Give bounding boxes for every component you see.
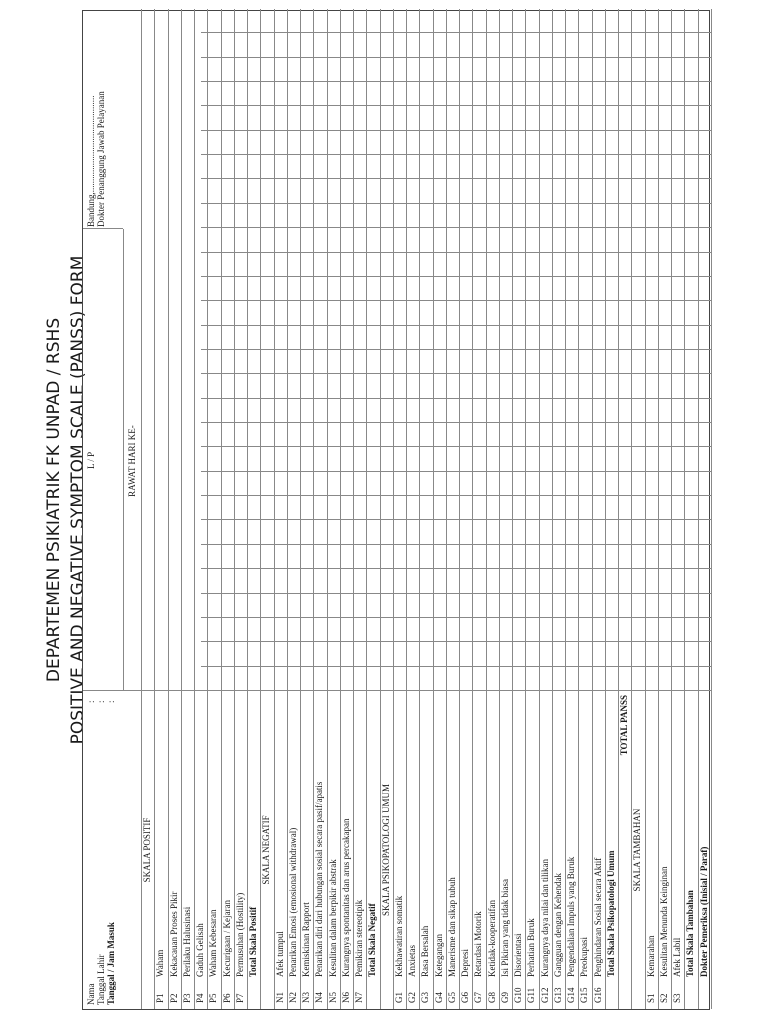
day-column-line: [201, 422, 711, 423]
row-label: Penarikan diri dari hubungan sosial secara pasif/apatis: [314, 781, 325, 977]
tanggal-lahir-colon: :: [96, 700, 106, 703]
day-column-line: [201, 105, 711, 106]
row-section: SKALA TAMBAHAN: [632, 808, 643, 892]
day-column-line: [201, 349, 711, 350]
row-label: Retardasi Motorik: [473, 911, 484, 977]
row-code: S2: [658, 993, 669, 1003]
row-code: G6: [460, 992, 471, 1003]
day-column-line: [201, 520, 711, 521]
row-code: N3: [301, 992, 312, 1003]
rawat-divider: [123, 229, 124, 691]
row-code: G14: [566, 987, 577, 1003]
row-label: Kemiskinan Rapport: [301, 902, 312, 977]
row-label: Kesulitan dalam berpikir abstrak: [327, 859, 338, 977]
form-title: POSITIVE AND NEGATIVE SYMPTOM SCALE (PANSS) FORM: [68, 255, 88, 745]
day-column-line: [201, 666, 711, 667]
tanggal-lahir-label: Tanggal Lahir: [96, 954, 106, 1005]
row-label: Perhatian Buruk: [526, 918, 537, 977]
row-code: G4: [433, 992, 444, 1003]
row-code: G15: [579, 987, 590, 1003]
row-code: P6: [221, 993, 232, 1003]
row-code: N5: [327, 992, 338, 1003]
row-code: G7: [473, 992, 484, 1003]
row-label: Depresi: [460, 949, 471, 977]
row-code: G5: [446, 992, 457, 1003]
row-label: Gangguan dengan Kehendak: [552, 873, 563, 977]
sex-label: L / P: [86, 451, 96, 469]
row-label: Isi Pikiran yang tidak biasa: [499, 879, 510, 977]
department-title: DEPARTEMEN PSIKIATRIK FK UNPAD / RSHS: [44, 317, 64, 683]
row-label: Afek tumpul: [274, 931, 285, 977]
row-label: Preokupasi: [579, 937, 590, 977]
row-total: Total Skala Psikopatologi Umum: [605, 850, 616, 977]
day-column-line: [201, 641, 711, 642]
row-code: G13: [552, 987, 563, 1003]
bandung-label: Bandung,...........................................: [86, 95, 96, 227]
row-label: Waham Kebesaran: [208, 909, 219, 977]
tanggal-masuk-colon: :: [106, 700, 116, 703]
row-total: Total Skala Positif: [248, 906, 259, 977]
row-code: G16: [592, 987, 603, 1003]
row-label: Kecurigaan / Kejaran: [221, 900, 232, 977]
day-column-line: [201, 544, 711, 545]
day-column-line: [201, 57, 711, 58]
panss-table: [82, 10, 710, 1010]
row-code: G9: [499, 992, 510, 1003]
row-label: Ketegangan: [433, 934, 444, 977]
row-label: Anxietas: [407, 945, 418, 977]
header-column-divider: [83, 228, 123, 229]
row-label: Manerisme dan sikap tubuh: [446, 877, 457, 977]
row-label: Kekacauan Proses Pikir: [168, 891, 179, 977]
row-code: N1: [274, 992, 285, 1003]
row-label: Pemikiran stereotipik: [354, 899, 365, 977]
label-column-divider: [83, 690, 711, 691]
row-label: Gaduh Gelisah: [195, 923, 206, 977]
rawat-hari-label: RAWAT HARI KE-: [127, 425, 137, 497]
row-section: SKALA PSIKOPATOLOGI UMUM: [380, 783, 391, 917]
day-column-line: [201, 617, 711, 618]
row-code: G1: [393, 992, 404, 1003]
row-code: G3: [420, 992, 431, 1003]
row-line: [711, 9, 712, 1009]
day-column-line: [201, 593, 711, 594]
row-code: N7: [354, 992, 365, 1003]
row-label: Rasa Bersalah: [420, 925, 431, 977]
row-code: G11: [526, 987, 537, 1003]
row-code: P5: [208, 993, 219, 1003]
row-section: SKALA POSITIF: [142, 817, 152, 883]
day-column-line: [201, 446, 711, 447]
row-label: Ketidak-kooperatifan: [486, 900, 497, 977]
day-column-line: [201, 179, 711, 180]
day-column-line: [201, 325, 711, 326]
row-code: G10: [513, 987, 524, 1003]
row-code: P3: [181, 993, 192, 1003]
row-code: N4: [314, 992, 325, 1003]
day-column-line: [201, 276, 711, 277]
row-code: P4: [195, 993, 206, 1003]
row-total: Total Skala Negatif: [367, 903, 378, 977]
row-grand: TOTAL PANSS: [619, 695, 630, 756]
day-column-line: [201, 32, 711, 33]
row-code: N2: [287, 992, 298, 1003]
row-label: Penarikan Emosi (emosional withdrawal): [287, 827, 298, 977]
day-column-line: [201, 227, 711, 228]
day-column-line: [201, 154, 711, 155]
row-label: Penghindaran Sosial secara Aktif: [592, 857, 603, 977]
row-label: Kurangnya daya nilai dan tilikan: [539, 859, 550, 977]
row-total: Total Skala Tambahan: [685, 890, 696, 977]
day-column-line: [201, 81, 711, 82]
row-code: P7: [234, 993, 245, 1003]
nama-label: Nama: [86, 983, 96, 1005]
day-column-line: [201, 568, 711, 569]
nama-colon: :: [86, 700, 96, 703]
row-label: Kekhawatiran somatik: [393, 895, 404, 977]
day-column-line: [201, 495, 711, 496]
day-column-line: [201, 203, 711, 204]
row-label: Permusuhan (Hostility): [234, 892, 245, 977]
dokter-penanggung-jawab-label: Dokter Penanggung Jawab Pelayanan: [96, 91, 106, 227]
day-column-line: [201, 398, 711, 399]
row-label: Kurangnya spontanitas dan arus percakapan: [340, 818, 351, 977]
row-code: N6: [340, 992, 351, 1003]
day-column-line: [201, 300, 711, 301]
row-code: G12: [539, 987, 550, 1003]
row-label: Kesulitan Menunda Keinginan: [658, 866, 669, 977]
row-label: Kemarahan: [645, 935, 656, 977]
row-doctor: Dokter Pemeriksa (Inisial / Paraf): [698, 846, 709, 977]
day-column-line: [201, 252, 711, 253]
row-code: G2: [407, 992, 418, 1003]
row-section: SKALA NEGATIF: [261, 815, 272, 885]
tanggal-masuk-label: Tanggal / Jam Masuk: [106, 922, 116, 1005]
row-label: Perilaku Halusinasi: [181, 906, 192, 977]
row-label: Waham: [155, 949, 166, 977]
row-label: Disorientasi: [513, 933, 524, 977]
row-label: Pengendalian Impuls yang Buruk: [566, 856, 577, 977]
row-label: Afek Labil: [672, 937, 683, 977]
day-column-line: [201, 471, 711, 472]
row-code: S1: [645, 993, 656, 1003]
row-code: P1: [155, 993, 166, 1003]
row-code: G8: [486, 992, 497, 1003]
row-code: S3: [672, 993, 683, 1003]
day-column-line: [201, 373, 711, 374]
row-code: P2: [168, 993, 179, 1003]
day-column-line: [201, 130, 711, 131]
